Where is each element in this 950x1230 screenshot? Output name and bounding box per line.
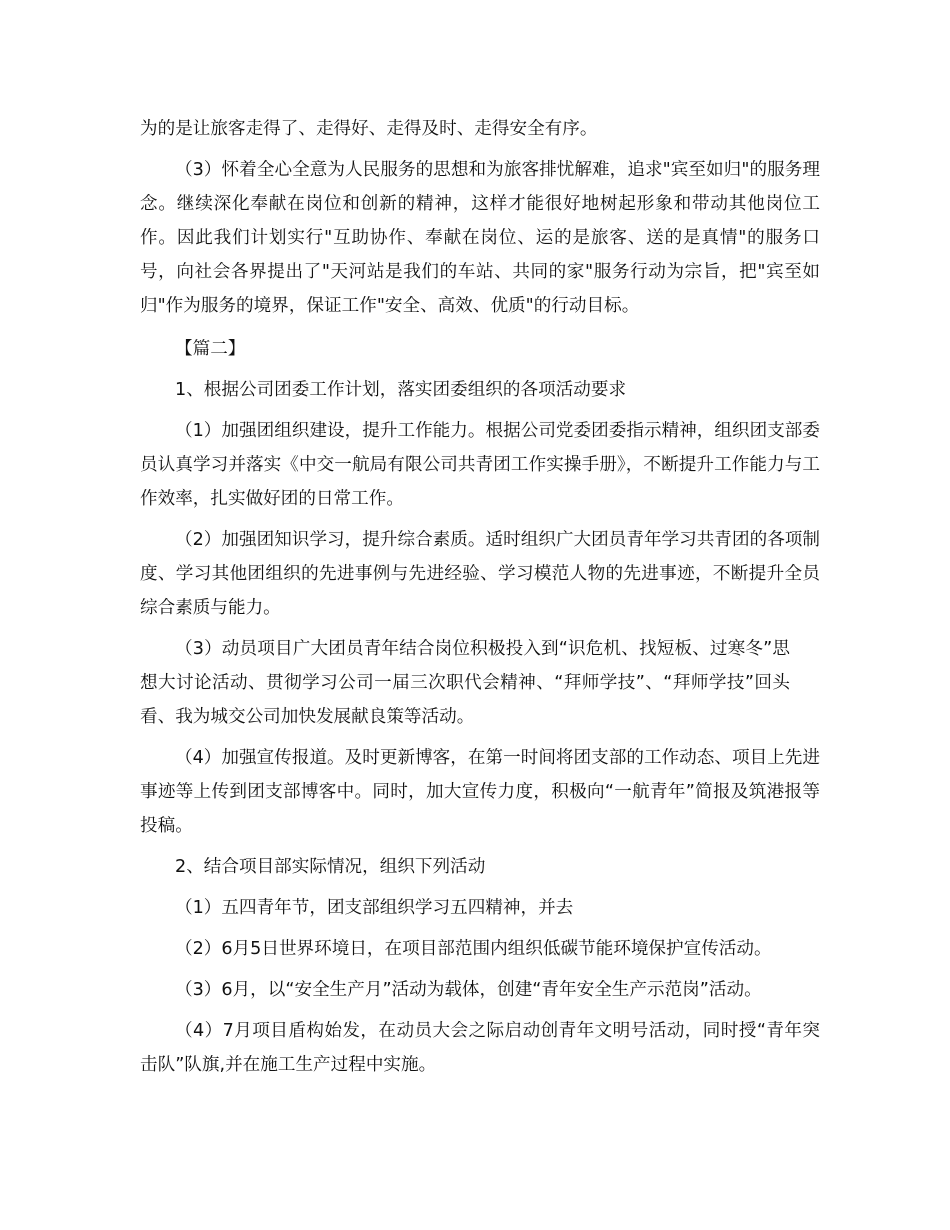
section-heading-part-two: 【篇二】 xyxy=(175,339,246,359)
paragraph-item-2-1: （1）五四青年节，团支部组织学习五四精神，并去 xyxy=(175,898,574,918)
item-heading-1: 1、根据公司团委工作计划，落实团委组织的各项活动要求 xyxy=(175,380,627,400)
paragraph-service-philosophy: （3）怀着全心全意为人民服务的思想和为旅客排忧解难，追求"宾至如归"的服务理念。继续深化奉献在岗位和创新的精神，这样才能很好地树起形象和带动其他岗位工作。因此我们计划实行"互助协作、奉献在岗位、运的是旅客、送的是真情"的服务口号，向社会各界提出了"天河站是我们的车站、共同的家"服务行动为宗旨，把"宾至如归"作为服务的境界，保证工作"安全、高效、优质"的行动目标。 xyxy=(140,160,820,316)
item-heading-2: 2、结合项目部实际情况，组织下列活动 xyxy=(175,857,486,877)
paragraph-item-2-2: （2）6月5日世界环境日，在项目部范围内组织低碳节能环境保护宣传活动。 xyxy=(175,939,772,959)
paragraph-item-1-2: （2）加强团知识学习，提升综合素质。适时组织广大团员青年学习共青团的各项制度、学习其他团组织的先进事例与先进经验、学习模范人物的先进事迹，不断提升全员综合素质与能力。 xyxy=(140,530,820,618)
document-page xyxy=(140,112,820,1089)
paragraph-item-1-4: （4）加强宣传报道。及时更新博客，在第一时间将团支部的工作动态、项目上先进事迹等上传到团支部博客中。同时，加大宣传力度，积极向“一航青年”简报及筑港报等投稿。 xyxy=(140,748,820,836)
paragraph-continuation: 为的是让旅客走得了、走得好、走得及时、走得安全有序。 xyxy=(140,119,598,139)
paragraph-item-2-3: （3）6月，以“安全生产月”活动为载体，创建“青年安全生产示范岗”活动。 xyxy=(175,980,762,1000)
paragraph-item-1-3: （3）动员项目广大团员青年结合岗位积极投入到“识危机、找短板、过寒冬”思想大讨论活动、贯彻学习公司一届三次职代会精神、“拜师学技”、“拜师学技”回头看、我为城交公司加快发展献良策等活动。 xyxy=(140,639,790,727)
paragraph-item-2-4: （4）7月项目盾构始发，在动员大会之际启动创青年文明号活动，同时授“青年突击队”队旗,并在施工生产过程中实施。 xyxy=(140,1021,820,1075)
paragraph-item-1-1: （1）加强团组织建设，提升工作能力。根据公司党委团委指示精神，组织团支部委员认真学习并落实《中交一航局有限公司共青团工作实操手册》，不断提升工作能力与工作效率，扎实做好团的日常工作。 xyxy=(140,421,820,509)
